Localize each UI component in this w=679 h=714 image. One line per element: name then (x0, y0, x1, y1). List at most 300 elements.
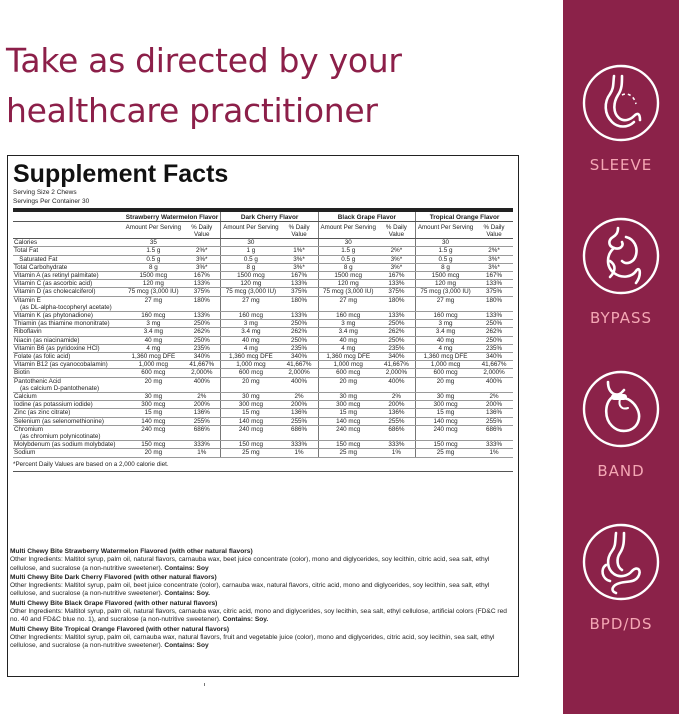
nutrient-name-text: Vitamin K (as phytonadione) (14, 312, 93, 320)
amount-cell: 240 mcg (416, 425, 475, 440)
amount-cell: 300 mcg (318, 401, 377, 409)
nutrient-name (13, 328, 124, 336)
amount-cell: 4 mg (318, 344, 377, 352)
amount-cell: 27 mg (221, 296, 280, 311)
flavor-header: Strawberry Watermelon Flavor (124, 212, 221, 222)
nutrient-name-text: Selenium (as selenomethionine) (14, 417, 104, 425)
nutrient-name (13, 272, 124, 280)
daily-value-cell: 262% (280, 328, 318, 336)
daily-value-cell: 2,000% (475, 369, 513, 377)
daily-value-cell (280, 239, 318, 247)
daily-value-cell: 167% (183, 272, 221, 280)
daily-value-cell: 686% (475, 425, 513, 440)
amount-cell: 40 mg (416, 336, 475, 344)
daily-value-cell: 3%* (378, 263, 416, 271)
nutrient-name-text: Molybdenum (as sodium molybdate) (14, 441, 116, 449)
ingredient-heading: Multi Chewy Bite Black Grape Flavored (with other natural flavors) (10, 599, 218, 607)
daily-value-cell: 340% (280, 353, 318, 361)
nutrient-row (13, 369, 513, 377)
amount-cell: 1,360 mcg DFE (221, 353, 280, 361)
amount-cell: 1.5 g (318, 247, 377, 255)
nutrient-name-text: Vitamin B12 (as cyanocobalamin) (14, 361, 108, 369)
daily-value-cell: 2% (280, 393, 318, 401)
amount-cell: 600 mcg (124, 369, 183, 377)
daily-value-cell: 1% (378, 449, 416, 457)
amount-cell: 1.5 g (124, 247, 183, 255)
amount-cell: 1500 mcg (416, 272, 475, 280)
amount-cell: 4 mg (416, 344, 475, 352)
nutrient-name (13, 393, 124, 401)
daily-value-cell: 235% (280, 344, 318, 352)
daily-value-cell: 400% (280, 377, 318, 392)
flavor-header: Dark Cherry Flavor (221, 212, 318, 222)
daily-value-cell: 250% (378, 320, 416, 328)
daily-value-cell: 136% (280, 409, 318, 417)
daily-value-cell: 235% (183, 344, 221, 352)
daily-value-cell: 686% (378, 425, 416, 440)
daily-value-cell: 400% (378, 377, 416, 392)
amount-cell: 75 mcg (3,000 IU) (221, 288, 280, 296)
amount-cell: 1500 mcg (124, 272, 183, 280)
nutrient-name-text: Vitamin B6 (as pyridoxine HCl) (14, 344, 100, 352)
amount-cell: 1500 mcg (318, 272, 377, 280)
daily-value-cell: 2%* (378, 247, 416, 255)
sidebar-label-band: BAND (597, 462, 645, 480)
daily-value-cell: 136% (475, 409, 513, 417)
amount-cell: 20 mg (124, 449, 183, 457)
amount-cell: 75 mcg (3,000 IU) (416, 288, 475, 296)
amount-cell: 0.5 g (221, 255, 280, 263)
daily-value-cell: 200% (475, 401, 513, 409)
daily-value-cell: 250% (475, 336, 513, 344)
nutrient-row (13, 393, 513, 401)
amount-cell: 20 mg (221, 377, 280, 392)
amount-cell: 160 mcg (318, 312, 377, 320)
facts-body (13, 239, 513, 457)
daily-value-cell: 2%* (183, 247, 221, 255)
daily-value-cell: 133% (280, 312, 318, 320)
amount-header: Amount Per Serving (318, 222, 377, 239)
daily-value-cell: 333% (378, 441, 416, 449)
daily-value-cell: 167% (475, 272, 513, 280)
daily-value-cell: 133% (378, 280, 416, 288)
daily-value-cell: 255% (280, 417, 318, 425)
amount-cell: 600 mcg (221, 369, 280, 377)
dv-header: % Daily Value (378, 222, 416, 239)
daily-value-cell: 2,000% (280, 369, 318, 377)
amount-cell: 27 mg (318, 296, 377, 311)
supplement-facts-title: Supplement Facts (13, 160, 229, 188)
nutrient-name-text: Vitamin E (14, 296, 41, 304)
daily-value-cell: 136% (378, 409, 416, 417)
daily-value-cell: 3%* (280, 255, 318, 263)
bypass-stomach-icon (580, 215, 662, 297)
nutrient-row (13, 441, 513, 449)
amount-cell: 15 mg (221, 409, 280, 417)
sidebar-item-sleeve (563, 62, 679, 174)
nutrient-name-text: Folate (as folic acid) (14, 353, 71, 361)
headline-line-1: Take as directed by your (6, 41, 402, 80)
amount-cell: 20 mg (318, 377, 377, 392)
serving-size: Serving Size 2 Chews (13, 189, 77, 196)
daily-value-cell: 1% (475, 449, 513, 457)
nutrient-name (13, 425, 124, 440)
daily-value-cell: 180% (475, 296, 513, 311)
nutrient-name-text: Calories (14, 239, 38, 247)
ingredient-list: Other Ingredients: Maltitol syrup, palm oil, natural flavors, carnauba wax, beet juice concentrate (color), mono and diglycerides, soy lecithin, citric acid, sea salt, ethyl cellulose, and sucralose (a non-nutritive sweetener). (10, 556, 490, 572)
daily-value-cell: 133% (183, 312, 221, 320)
nutrient-name (13, 353, 124, 361)
daily-value-cell: 3%* (378, 255, 416, 263)
nutrient-row (13, 377, 513, 392)
daily-value-cell (378, 239, 416, 247)
daily-value-cell: 2% (378, 393, 416, 401)
daily-value-cell (475, 239, 513, 247)
supplement-facts-table (13, 212, 513, 458)
daily-value-cell: 686% (183, 425, 221, 440)
amount-cell: 8 g (124, 263, 183, 271)
amount-cell: 8 g (318, 263, 377, 271)
nutrient-row (13, 417, 513, 425)
daily-value-cell: 2% (475, 393, 513, 401)
nutrient-row (13, 344, 513, 352)
nutrient-source: (as chromium polynicotinate) (20, 433, 101, 441)
daily-value-cell: 2%* (475, 247, 513, 255)
amount-cell: 160 mcg (416, 312, 475, 320)
amount-cell: 240 mcg (221, 425, 280, 440)
amount-header: Amount Per Serving (221, 222, 280, 239)
amount-cell: 240 mcg (124, 425, 183, 440)
amount-cell: 1500 mcg (221, 272, 280, 280)
daily-value-cell: 167% (378, 272, 416, 280)
amount-cell: 30 (416, 239, 475, 247)
amount-cell: 25 mg (416, 449, 475, 457)
sidebar-item-bypass (563, 215, 679, 327)
amount-cell: 140 mcg (221, 417, 280, 425)
amount-cell: 3.4 mg (221, 328, 280, 336)
nutrient-name-text: Niacin (as niacinamide) (14, 336, 80, 344)
nutrient-row (13, 449, 513, 457)
amount-cell: 30 mg (318, 393, 377, 401)
ingredients-section (10, 548, 510, 652)
amount-cell: 300 mcg (124, 401, 183, 409)
nutrient-name (13, 247, 124, 255)
nutrient-row (13, 263, 513, 271)
flavor-header: Tropical Orange Flavor (416, 212, 513, 222)
nutrient-name-text: Thiamin (as thiamine mononitrate) (14, 320, 110, 328)
amount-cell: 8 g (221, 263, 280, 271)
amount-cell: 240 mcg (318, 425, 377, 440)
nutrient-row (13, 328, 513, 336)
nutrient-name-text: Sodium (14, 449, 36, 457)
daily-value-cell: 3%* (183, 255, 221, 263)
amount-cell: 75 mcg (3,000 IU) (124, 288, 183, 296)
ingredient-text (10, 556, 510, 573)
band-stomach-icon (580, 368, 662, 450)
flavor-header-row (13, 212, 513, 222)
daily-value-cell: 41,667% (378, 361, 416, 369)
nutrient-row (13, 255, 513, 263)
nutrient-name-text: Saturated Fat (14, 255, 58, 263)
bpd-ds-stomach-icon (580, 521, 662, 603)
nutrient-row (13, 425, 513, 440)
amount-cell: 140 mcg (416, 417, 475, 425)
daily-value-cell: 180% (280, 296, 318, 311)
daily-value-cell: 200% (183, 401, 221, 409)
nutrient-name-text: Vitamin A (as retinyl palmitate) (14, 272, 99, 280)
sleeve-stomach-icon (580, 62, 662, 144)
daily-value-cell: 375% (475, 288, 513, 296)
daily-value-cell: 3%* (183, 263, 221, 271)
daily-value-cell: 262% (378, 328, 416, 336)
amount-cell: 3.4 mg (124, 328, 183, 336)
daily-value-cell: 333% (475, 441, 513, 449)
daily-value-cell: 41,667% (183, 361, 221, 369)
nutrient-name (13, 320, 124, 328)
amount-cell: 30 (318, 239, 377, 247)
amount-cell: 1,000 mcg (221, 361, 280, 369)
amount-cell: 30 mg (221, 393, 280, 401)
nutrient-name (13, 344, 124, 352)
nutrient-name (13, 377, 124, 392)
amount-cell: 40 mg (221, 336, 280, 344)
ingredient-list: Other Ingredients: Maltitol syrup, palm oil, beet juice concentrate (color), carnauba wax, natural flavors, citric acid, mono and diglycerides, soy lecithin, sea salt, ethyl cellulose, and sucralose (a non-nutritive sweetener). (10, 582, 490, 598)
headline-line-2: healthcare practitioner (6, 91, 378, 130)
column-header-row (13, 222, 513, 239)
daily-value-cell: 200% (378, 401, 416, 409)
ingredient-heading: Multi Chewy Bite Strawberry Watermelon Flavored (with other natural flavors) (10, 548, 253, 555)
amount-cell: 160 mcg (124, 312, 183, 320)
daily-value-cell: 250% (183, 336, 221, 344)
dv-header: % Daily Value (475, 222, 513, 239)
nutrient-name (13, 280, 124, 288)
amount-cell: 4 mg (221, 344, 280, 352)
daily-value-cell: 133% (280, 280, 318, 288)
amount-cell: 25 mg (221, 449, 280, 457)
nutrient-row (13, 312, 513, 320)
daily-value-cell: 250% (378, 336, 416, 344)
amount-cell: 30 mg (416, 393, 475, 401)
amount-cell: 600 mcg (416, 369, 475, 377)
nutrient-row (13, 239, 513, 247)
daily-value-cell: 340% (183, 353, 221, 361)
daily-value-cell: 255% (475, 417, 513, 425)
daily-value-cell: 250% (280, 320, 318, 328)
ingredient-list: Other Ingredients: Maltitol syrup, palm oil, carnauba wax, natural flavors, fruit and vegetable juice (color), mono and diglycerides, citric acid, soy lecithin, sea salt, ethyl cellulose, and sucralose (a non-nutritive sweetener). (10, 633, 495, 650)
amount-cell: 1,000 mcg (124, 361, 183, 369)
amount-cell: 40 mg (318, 336, 377, 344)
nutrient-name (13, 288, 124, 296)
amount-cell: 0.5 g (124, 255, 183, 263)
nutrient-name (13, 296, 124, 311)
nutrient-name (13, 336, 124, 344)
daily-value-cell: 262% (475, 328, 513, 336)
amount-cell: 0.5 g (416, 255, 475, 263)
amount-cell: 30 (221, 239, 280, 247)
sidebar-label-bypass: BYPASS (589, 309, 653, 327)
amount-cell: 120 mg (124, 280, 183, 288)
amount-cell: 140 mcg (318, 417, 377, 425)
daily-value-cell: 375% (183, 288, 221, 296)
amount-cell: 4 mg (124, 344, 183, 352)
nutrient-source: (as calcium D-pantothenate) (20, 384, 100, 392)
amount-cell: 20 mg (124, 377, 183, 392)
nutrient-row (13, 320, 513, 328)
amount-cell: 1,360 mcg DFE (318, 353, 377, 361)
nutrient-row (13, 280, 513, 288)
daily-value-cell: 180% (183, 296, 221, 311)
nutrient-name-text: Vitamin D (as cholecalciferol) (14, 288, 96, 296)
nutrient-row (13, 361, 513, 369)
allergen-statement: Contains: Soy (164, 642, 209, 650)
nutrient-name-text: Biotin (14, 369, 30, 377)
amount-cell: 3.4 mg (416, 328, 475, 336)
nutrient-name (13, 441, 124, 449)
daily-value-cell: 136% (183, 409, 221, 417)
allergen-statement: Contains: Soy. (164, 590, 210, 598)
daily-value-cell: 255% (183, 417, 221, 425)
daily-value-cell: 375% (280, 288, 318, 296)
amount-cell: 600 mcg (318, 369, 377, 377)
daily-value-cell: 41,667% (280, 361, 318, 369)
sidebar-item-bpd-ds (563, 521, 679, 633)
nutrient-name (13, 409, 124, 417)
amount-cell: 3 mg (416, 320, 475, 328)
amount-cell: 1,000 mcg (318, 361, 377, 369)
daily-value-cell: 686% (280, 425, 318, 440)
daily-value-cell: 2,000% (183, 369, 221, 377)
daily-value-cell: 133% (475, 280, 513, 288)
nutrient-name-text: Iodine (as potassium iodide) (14, 401, 93, 409)
amount-cell: 150 mcg (221, 441, 280, 449)
amount-cell: 150 mcg (416, 441, 475, 449)
daily-value-cell: 250% (183, 320, 221, 328)
flavor-header: Black Grape Flavor (318, 212, 415, 222)
daily-value-cell: 375% (378, 288, 416, 296)
daily-value-cell: 262% (183, 328, 221, 336)
daily-value-cell: 333% (183, 441, 221, 449)
daily-value-cell: 340% (378, 353, 416, 361)
amount-cell: 15 mg (318, 409, 377, 417)
amount-cell: 150 mcg (318, 441, 377, 449)
daily-value-cell: 255% (378, 417, 416, 425)
nutrient-row (13, 288, 513, 296)
nutrient-name-text: Total Carbohydrate (14, 263, 68, 271)
daily-value-cell: 400% (183, 377, 221, 392)
daily-value-cell: 250% (280, 336, 318, 344)
daily-value-cell: 1% (183, 449, 221, 457)
daily-value-cell: 400% (475, 377, 513, 392)
amount-header: Amount Per Serving (124, 222, 183, 239)
surgery-type-sidebar (563, 0, 679, 714)
daily-value-cell: 1% (280, 449, 318, 457)
amount-cell: 0.5 g (318, 255, 377, 263)
nutrient-row (13, 353, 513, 361)
daily-value-cell: 167% (280, 272, 318, 280)
daily-value-cell: 333% (280, 441, 318, 449)
ingredient-heading: Multi Chewy Bite Dark Cherry Flavored (with other natural flavors) (10, 573, 217, 581)
sidebar-label-bpd-ds: BPD/DS (589, 615, 653, 633)
amount-cell: 15 mg (124, 409, 183, 417)
headline (6, 36, 546, 136)
amount-cell: 120 mg (318, 280, 377, 288)
ingredient-text (10, 582, 510, 599)
amount-cell: 1,360 mcg DFE (124, 353, 183, 361)
amount-cell: 75 mcg (3,000 IU) (318, 288, 377, 296)
sidebar-item-band (563, 368, 679, 480)
daily-value-cell: 1%* (280, 247, 318, 255)
amount-cell: 150 mcg (124, 441, 183, 449)
nutrient-name (13, 312, 124, 320)
amount-cell: 300 mcg (416, 401, 475, 409)
daily-value-cell: 250% (475, 320, 513, 328)
ingredient-list: Other Ingredients: Maltitol syrup, palm oil, natural flavors, carnauba wax, citric acid, mono and diglycerides, soy lecithin, sea salt, ethyl cellulose, artificial colors (FD&C red no. 40 and FD&C blue no. 1), and sucralose (a non-nutritive sweetener). (10, 608, 507, 624)
nutrient-name-text: Zinc (as zinc citrate) (14, 409, 71, 417)
amount-cell: 120 mg (416, 280, 475, 288)
daily-value-cell: 133% (378, 312, 416, 320)
daily-value-cell: 133% (475, 312, 513, 320)
amount-cell: 1,000 mcg (416, 361, 475, 369)
daily-value-cell: 3%* (280, 263, 318, 271)
dv-header: % Daily Value (183, 222, 221, 239)
nutrient-source: (as DL-alpha-tocopheryl acetate) (20, 303, 112, 311)
amount-cell: 1,360 mcg DFE (416, 353, 475, 361)
amount-cell: 1.5 g (416, 247, 475, 255)
nutrient-name (13, 263, 124, 271)
amount-cell: 3.4 mg (318, 328, 377, 336)
sidebar-label-sleeve: SLEEVE (589, 156, 653, 174)
daily-value-cell: 3%* (475, 263, 513, 271)
nutrient-name (13, 449, 124, 457)
amount-cell: 35 (124, 239, 183, 247)
nutrient-name (13, 361, 124, 369)
amount-cell: 120 mg (221, 280, 280, 288)
daily-value-cell (183, 239, 221, 247)
divider-tick (204, 683, 205, 686)
amount-cell: 15 mg (416, 409, 475, 417)
amount-cell: 30 mg (124, 393, 183, 401)
daily-value-cell: 235% (378, 344, 416, 352)
allergen-statement: Contains: Soy. (222, 616, 269, 624)
nutrient-row (13, 272, 513, 280)
ingredient-text (10, 608, 510, 625)
daily-value-cell: 2,000% (378, 369, 416, 377)
nutrient-name (13, 369, 124, 377)
daily-value-cell: 133% (183, 280, 221, 288)
amount-cell: 40 mg (124, 336, 183, 344)
nutrient-name-text: Vitamin C (as ascorbic acid) (14, 280, 93, 288)
amount-cell: 3 mg (318, 320, 377, 328)
amount-cell: 3 mg (124, 320, 183, 328)
daily-value-cell: 200% (280, 401, 318, 409)
daily-value-footnote: *Percent Daily Values are based on a 2,000 calorie diet. (13, 461, 513, 472)
amount-cell: 3 mg (221, 320, 280, 328)
amount-cell: 1 g (221, 247, 280, 255)
daily-value-cell: 2% (183, 393, 221, 401)
daily-value-cell: 340% (475, 353, 513, 361)
amount-header: Amount Per Serving (416, 222, 475, 239)
nutrient-name (13, 239, 124, 247)
amount-cell: 8 g (416, 263, 475, 271)
daily-value-cell: 3%* (475, 255, 513, 263)
daily-value-cell: 180% (378, 296, 416, 311)
amount-cell: 20 mg (416, 377, 475, 392)
amount-cell: 300 mcg (221, 401, 280, 409)
nutrient-name-text: Chromium (14, 425, 44, 433)
dv-header: % Daily Value (280, 222, 318, 239)
nutrient-row (13, 409, 513, 417)
nutrient-row (13, 401, 513, 409)
